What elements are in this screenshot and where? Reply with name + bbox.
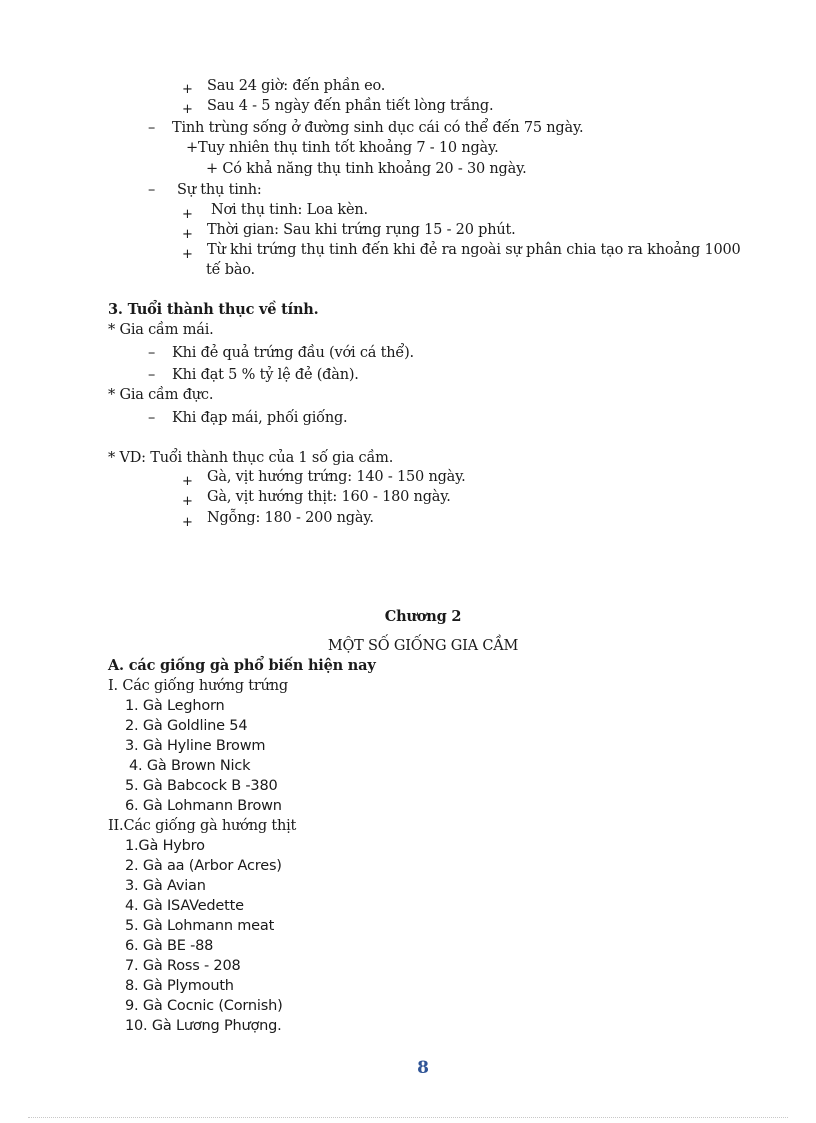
text-line: Ngỗng: 180 - 200 ngày. (207, 510, 374, 526)
list-item: 2. Gà aa (Arbor Acres) (125, 858, 282, 874)
chapter-title: MỘT SỐ GIỐNG GIA CẦM (327, 638, 519, 654)
part-heading: A. các giống gà phổ biến hiện nay (108, 657, 376, 674)
text-line: + Có khả năng thụ tinh khoảng 20 - 30 ngày. (206, 161, 527, 177)
text-line: * Gia cầm đực. (108, 387, 214, 403)
text-line: Khi đạp mái, phối giống. (172, 410, 348, 426)
text-line: +Tuy nhiên thụ tinh tốt khoảng 7 - 10 ngày. (186, 140, 499, 156)
plus-bullet: + (182, 474, 193, 489)
text-line: Nơi thụ tinh: Loa kèn. (211, 202, 368, 218)
text-line: tế bào. (206, 262, 255, 278)
group-heading: I. Các giống hướng trứng (108, 678, 288, 694)
dash-bullet: – (148, 120, 156, 136)
group-heading: II.Các giống gà hướng thịt (108, 818, 297, 834)
text-line: Gà, vịt hướng trứng: 140 - 150 ngày. (207, 469, 466, 485)
text-line: * VD: Tuổi thành thục của 1 số gia cầm. (108, 450, 394, 466)
list-item: 5. Gà Babcock B -380 (125, 778, 278, 794)
plus-bullet: + (182, 227, 193, 242)
list-item: 10. Gà Lương Phượng. (125, 1018, 282, 1034)
list-item: 2. Gà Goldline 54 (125, 718, 248, 734)
section-heading: 3. Tuổi thành thục về tính. (108, 301, 319, 318)
text-line: Tinh trùng sống ở đường sinh dục cái có thể đến 75 ngày. (172, 120, 584, 136)
plus-bullet: + (182, 102, 193, 117)
list-item: 1. Gà Leghorn (125, 698, 225, 714)
list-item: 3. Gà Hyline Browm (125, 738, 266, 754)
list-item: 4. Gà ISAVedette (125, 898, 244, 914)
text-line: Sau 4 - 5 ngày đến phần tiết lòng trắng. (207, 98, 494, 114)
text-line: * Gia cầm mái. (108, 322, 214, 338)
text-line: Thời gian: Sau khi trứng rụng 15 - 20 phút. (207, 222, 516, 238)
plus-bullet: + (182, 247, 193, 262)
list-item: 7. Gà Ross - 208 (125, 958, 241, 974)
footer-divider (28, 1117, 788, 1118)
list-item: 1.Gà Hybro (125, 838, 205, 854)
dash-bullet: – (148, 345, 156, 361)
dash-bullet: – (148, 410, 156, 426)
text-line: Sự thụ tinh: (177, 182, 262, 198)
list-item: 9. Gà Cocnic (Cornish) (125, 998, 283, 1014)
dash-bullet: – (148, 367, 156, 383)
list-item: 4. Gà Brown Nick (129, 758, 251, 774)
plus-bullet: + (182, 494, 193, 509)
chapter-number: Chương 2 (384, 608, 462, 625)
list-item: 6. Gà BE -88 (125, 938, 214, 954)
list-item: 6. Gà Lohmann Brown (125, 798, 282, 814)
plus-bullet: + (182, 207, 193, 222)
plus-bullet: + (182, 82, 193, 97)
plus-bullet: + (182, 515, 193, 530)
page-number: 8 (417, 1058, 429, 1078)
list-item: 8. Gà Plymouth (125, 978, 234, 994)
text-line: Khi đẻ quả trứng đầu (với cá thể). (172, 345, 414, 361)
list-item: 5. Gà Lohmann meat (125, 918, 275, 934)
list-item: 3. Gà Avian (125, 878, 206, 894)
text-line: Gà, vịt hướng thịt: 160 - 180 ngày. (207, 489, 451, 505)
text-line: Khi đạt 5 % tỷ lệ đẻ (đàn). (172, 367, 359, 383)
text-line: Sau 24 giờ: đến phần eo. (207, 78, 386, 94)
text-line: Từ khi trứng thụ tinh đến khi đẻ ra ngoài sự phân chia tạo ra khoảng 1000 (207, 242, 741, 258)
dash-bullet: – (148, 182, 156, 198)
